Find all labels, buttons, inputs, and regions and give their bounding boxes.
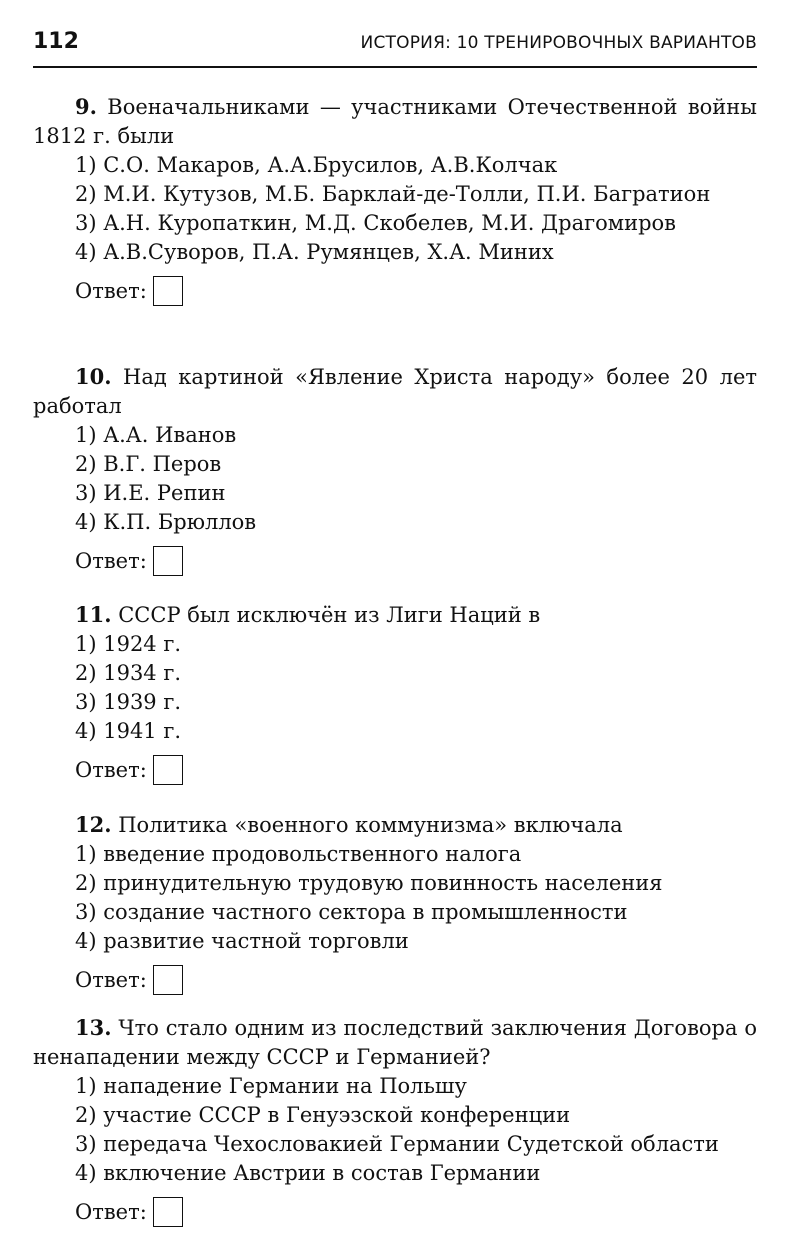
answer-label: Ответ: xyxy=(75,548,147,573)
option: 3) А.Н. Куропаткин, М.Д. Скобелев, М.И. Драгомиров xyxy=(75,211,676,235)
option: 4) развитие частной торговли xyxy=(75,929,409,953)
option: 4) 1941 г. xyxy=(75,719,182,743)
answer-label: Ответ: xyxy=(75,967,147,992)
option: 1) С.О. Макаров, А.А.Брусилов, А.В.Колчак xyxy=(75,153,558,177)
question-13 xyxy=(33,1013,757,1229)
question-number: 10. xyxy=(75,364,112,389)
question-stem xyxy=(33,92,757,151)
question-stem xyxy=(33,810,757,840)
option: 3) создание частного сектора в промышленности xyxy=(75,900,628,924)
question-text: СССР был исключён из Лиги Наций в xyxy=(118,603,541,627)
option: 2) принудительную трудовую повинность населения xyxy=(75,871,663,895)
option: 2) М.И. Кутузов, М.Б. Барклай-де-Толли, П.И. Багратион xyxy=(75,182,711,206)
option: 1) А.А. Иванов xyxy=(75,423,237,447)
question-number: 12. xyxy=(75,812,112,837)
question-12 xyxy=(33,810,757,997)
options-list xyxy=(33,1072,757,1188)
answer-row xyxy=(33,753,757,787)
options-list xyxy=(33,151,757,267)
question-number: 9. xyxy=(75,94,97,119)
question-text: Что стало одним из последствий заключения Договора о ненападении между СССР и Германией? xyxy=(33,1016,757,1069)
options-list xyxy=(33,421,757,537)
page-header xyxy=(33,28,757,68)
answer-box[interactable] xyxy=(153,965,183,995)
option: 2) участие СССР в Генуэзской конференции xyxy=(75,1103,571,1127)
option: 3) 1939 г. xyxy=(75,690,182,714)
option: 2) В.Г. Перов xyxy=(75,452,222,476)
answer-box[interactable] xyxy=(153,276,183,306)
running-title: ИСТОРИЯ: 10 ТРЕНИРОВОЧНЫХ ВАРИАНТОВ xyxy=(360,33,757,53)
answer-box[interactable] xyxy=(153,546,183,576)
option: 3) И.Е. Репин xyxy=(75,481,226,505)
options-list xyxy=(33,840,757,956)
option: 3) передача Чехословакией Германии Судетской области xyxy=(75,1132,719,1156)
page-number: 112 xyxy=(33,29,79,54)
option: 4) К.П. Брюллов xyxy=(75,510,257,534)
answer-label: Ответ: xyxy=(75,278,147,303)
option: 1) нападение Германии на Польшу xyxy=(75,1074,467,1098)
answer-label: Ответ: xyxy=(75,1199,147,1224)
question-9 xyxy=(33,92,757,308)
option: 2) 1934 г. xyxy=(75,661,182,685)
question-number: 13. xyxy=(75,1015,112,1040)
option: 4) включение Австрии в состав Германии xyxy=(75,1161,541,1185)
option: 1) 1924 г. xyxy=(75,632,182,656)
question-number: 11. xyxy=(75,602,112,627)
question-stem xyxy=(33,600,757,630)
answer-box[interactable] xyxy=(153,1197,183,1227)
option: 1) введение продовольственного налога xyxy=(75,842,522,866)
question-stem xyxy=(33,362,757,421)
question-text: Политика «военного коммунизма» включала xyxy=(118,813,623,837)
option: 4) А.В.Суворов, П.А. Румянцев, Х.А. Миних xyxy=(75,240,554,264)
question-10 xyxy=(33,362,757,578)
question-stem xyxy=(33,1013,757,1072)
question-11 xyxy=(33,600,757,787)
answer-row xyxy=(33,544,757,578)
answer-box[interactable] xyxy=(153,755,183,785)
answer-row xyxy=(33,1195,757,1229)
question-text: Военачальниками — участниками Отечественной войны 1812 г. были xyxy=(33,95,757,148)
question-text: Над картиной «Явление Христа народу» более 20 лет работал xyxy=(33,365,757,418)
options-list xyxy=(33,630,757,746)
answer-row xyxy=(33,274,757,308)
answer-label: Ответ: xyxy=(75,757,147,782)
answer-row xyxy=(33,963,757,997)
